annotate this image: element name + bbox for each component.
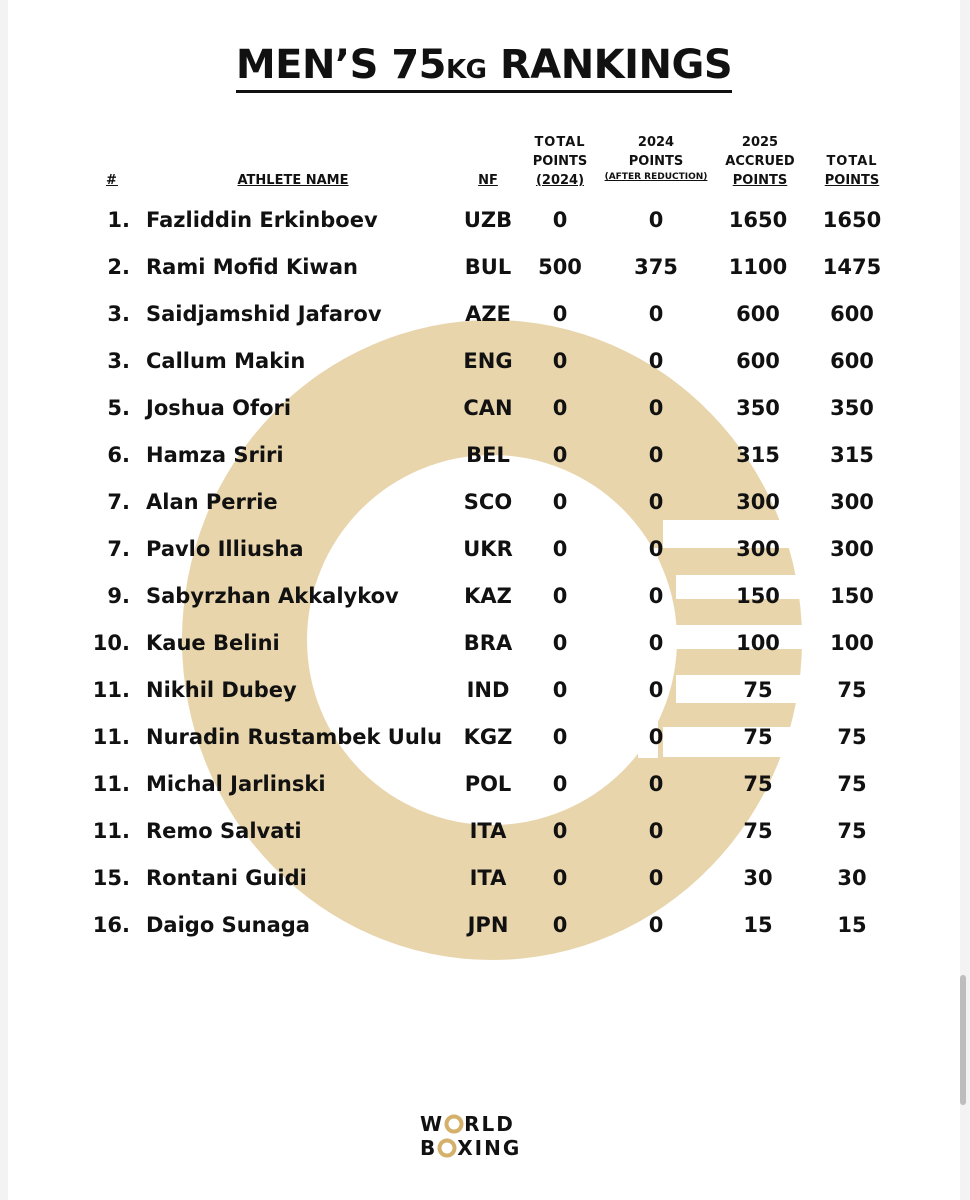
table-row	[8, 247, 960, 287]
total-points-2024-cell: 0	[552, 302, 568, 326]
nf-cell: CAN	[463, 396, 513, 420]
accrued-points-2025-cell: 75	[743, 772, 773, 796]
total-points-2024-cell: 500	[538, 255, 582, 279]
table-row	[8, 482, 960, 522]
athlete-name-cell: Alan Perrie	[146, 490, 278, 514]
athlete-name-cell: Rontani Guidi	[146, 866, 307, 890]
accrued-points-2025-cell: 600	[736, 349, 780, 373]
rank-cell: 16.	[92, 913, 130, 937]
total-points-cell: 75	[837, 772, 867, 796]
logo-line-1: W RLD	[420, 1112, 515, 1136]
rank-cell: 11.	[92, 772, 130, 796]
nf-cell: SCO	[463, 490, 513, 514]
total-points-cell: 75	[837, 678, 867, 702]
accrued-points-2025-cell: 600	[736, 302, 780, 326]
table-row	[8, 670, 960, 710]
points-after-reduction-cell: 0	[648, 584, 664, 608]
table-row	[8, 576, 960, 616]
athlete-name-cell: Remo Salvati	[146, 819, 302, 843]
accrued-points-2025-cell: 350	[736, 396, 780, 420]
athlete-name-cell: Callum Makin	[146, 349, 306, 373]
world-boxing-logo	[420, 1112, 560, 1164]
rank-cell: 10.	[92, 631, 130, 655]
table-row	[8, 717, 960, 757]
total-points-2024-cell: 0	[552, 584, 568, 608]
points-after-reduction-cell: 0	[648, 490, 664, 514]
header-2024-points-after-reduction: 2024 POINTS (AFTER REDUCTION)	[604, 135, 708, 182]
table-row	[8, 529, 960, 569]
rank-cell: 1.	[107, 208, 130, 232]
nf-cell: BRA	[463, 631, 513, 655]
nf-cell: ENG	[463, 349, 513, 373]
nf-cell: UKR	[463, 537, 513, 561]
scrollbar[interactable]	[960, 975, 966, 1105]
accrued-points-2025-cell: 75	[743, 819, 773, 843]
logo-line-2: B XING	[420, 1136, 522, 1160]
table-row	[8, 764, 960, 804]
table-row	[8, 858, 960, 898]
accrued-points-2025-cell: 75	[743, 678, 773, 702]
table-row	[8, 388, 960, 428]
nf-cell: KGZ	[463, 725, 513, 749]
nf-cell: ITA	[469, 819, 507, 843]
nf-cell: BEL	[466, 443, 510, 467]
total-points-2024-cell: 0	[552, 349, 568, 373]
accrued-points-2025-cell: 15	[743, 913, 773, 937]
athlete-name-cell: Pavlo Illiusha	[146, 537, 304, 561]
athlete-name-cell: Michal Jarlinski	[146, 772, 326, 796]
rank-cell: 11.	[92, 678, 130, 702]
nf-cell: JPN	[467, 913, 509, 937]
athlete-name-cell: Rami Mofid Kiwan	[146, 255, 358, 279]
total-points-2024-cell: 0	[552, 490, 568, 514]
total-points-cell: 150	[830, 584, 874, 608]
header-nf: NF	[478, 173, 498, 188]
athlete-name-cell: Sabyrzhan Akkalykov	[146, 584, 399, 608]
page-title: MEN’S 75KG RANKINGS	[8, 42, 960, 88]
rank-cell: 9.	[107, 584, 130, 608]
points-after-reduction-cell: 0	[648, 302, 664, 326]
nf-cell: ITA	[469, 866, 507, 890]
points-after-reduction-cell: 0	[648, 678, 664, 702]
total-points-cell: 75	[837, 725, 867, 749]
table-row	[8, 811, 960, 851]
table-row	[8, 905, 960, 945]
points-after-reduction-cell: 0	[648, 772, 664, 796]
nf-cell: UZB	[463, 208, 513, 232]
total-points-2024-cell: 0	[552, 772, 568, 796]
total-points-cell: 300	[830, 490, 874, 514]
nf-cell: AZE	[465, 302, 511, 326]
header-total-points-2024: TOTAL POINTS (2024)	[532, 135, 588, 188]
points-after-reduction-cell: 375	[634, 255, 678, 279]
header-2025-accrued-points: 2025 ACCRUED POINTS	[725, 135, 795, 188]
total-points-2024-cell: 0	[552, 443, 568, 467]
athlete-name-cell: Hamza Sriri	[146, 443, 284, 467]
athlete-name-cell: Nikhil Dubey	[146, 678, 297, 702]
points-after-reduction-cell: 0	[648, 537, 664, 561]
header-rank: #	[106, 173, 118, 188]
accrued-points-2025-cell: 100	[736, 631, 780, 655]
rank-cell: 2.	[107, 255, 130, 279]
accrued-points-2025-cell: 300	[736, 537, 780, 561]
accrued-points-2025-cell: 1100	[728, 255, 788, 279]
athlete-name-cell: Saidjamshid Jafarov	[146, 302, 382, 326]
table-row	[8, 341, 960, 381]
points-after-reduction-cell: 0	[648, 913, 664, 937]
total-points-cell: 15	[837, 913, 867, 937]
rankings-page	[8, 0, 960, 1200]
rank-cell: 15.	[92, 866, 130, 890]
total-points-cell: 1475	[822, 255, 882, 279]
accrued-points-2025-cell: 315	[736, 443, 780, 467]
table-row	[8, 200, 960, 240]
accrued-points-2025-cell: 30	[743, 866, 773, 890]
total-points-2024-cell: 0	[552, 866, 568, 890]
accrued-points-2025-cell: 75	[743, 725, 773, 749]
table-row	[8, 294, 960, 334]
points-after-reduction-cell: 0	[648, 443, 664, 467]
total-points-2024-cell: 0	[552, 537, 568, 561]
athlete-name-cell: Daigo Sunaga	[146, 913, 310, 937]
total-points-2024-cell: 0	[552, 913, 568, 937]
nf-cell: BUL	[464, 255, 512, 279]
header-athlete-name: ATHLETE NAME	[237, 173, 349, 188]
athlete-name-cell: Fazliddin Erkinboev	[146, 208, 378, 232]
total-points-cell: 30	[837, 866, 867, 890]
athlete-name-cell: Nuradin Rustambek Uulu	[146, 725, 442, 749]
total-points-cell: 300	[830, 537, 874, 561]
total-points-cell: 600	[830, 302, 874, 326]
total-points-2024-cell: 0	[552, 678, 568, 702]
accrued-points-2025-cell: 300	[736, 490, 780, 514]
points-after-reduction-cell: 0	[648, 631, 664, 655]
rank-cell: 7.	[107, 537, 130, 561]
rank-cell: 3.	[107, 349, 130, 373]
table-row	[8, 435, 960, 475]
nf-cell: POL	[464, 772, 512, 796]
athlete-name-cell: Joshua Ofori	[146, 396, 292, 420]
rank-cell: 11.	[92, 819, 130, 843]
total-points-cell: 600	[830, 349, 874, 373]
rank-cell: 11.	[92, 725, 130, 749]
points-after-reduction-cell: 0	[648, 208, 664, 232]
nf-cell: KAZ	[464, 584, 512, 608]
total-points-2024-cell: 0	[552, 208, 568, 232]
accrued-points-2025-cell: 150	[736, 584, 780, 608]
points-after-reduction-cell: 0	[648, 349, 664, 373]
rank-cell: 7.	[107, 490, 130, 514]
nf-cell: IND	[466, 678, 510, 702]
accrued-points-2025-cell: 1650	[728, 208, 788, 232]
table-row	[8, 623, 960, 663]
total-points-cell: 100	[830, 631, 874, 655]
rank-cell: 3.	[107, 302, 130, 326]
total-points-cell: 1650	[822, 208, 882, 232]
total-points-2024-cell: 0	[552, 725, 568, 749]
rank-cell: 6.	[107, 443, 130, 467]
points-after-reduction-cell: 0	[648, 866, 664, 890]
rank-cell: 5.	[107, 396, 130, 420]
total-points-cell: 75	[837, 819, 867, 843]
total-points-cell: 315	[830, 443, 874, 467]
total-points-cell: 350	[830, 396, 874, 420]
points-after-reduction-cell: 0	[648, 819, 664, 843]
total-points-2024-cell: 0	[552, 396, 568, 420]
points-after-reduction-cell: 0	[648, 725, 664, 749]
total-points-2024-cell: 0	[552, 819, 568, 843]
points-after-reduction-cell: 0	[648, 396, 664, 420]
athlete-name-cell: Kaue Belini	[146, 631, 280, 655]
total-points-2024-cell: 0	[552, 631, 568, 655]
header-total-points: TOTAL POINTS	[824, 154, 880, 188]
